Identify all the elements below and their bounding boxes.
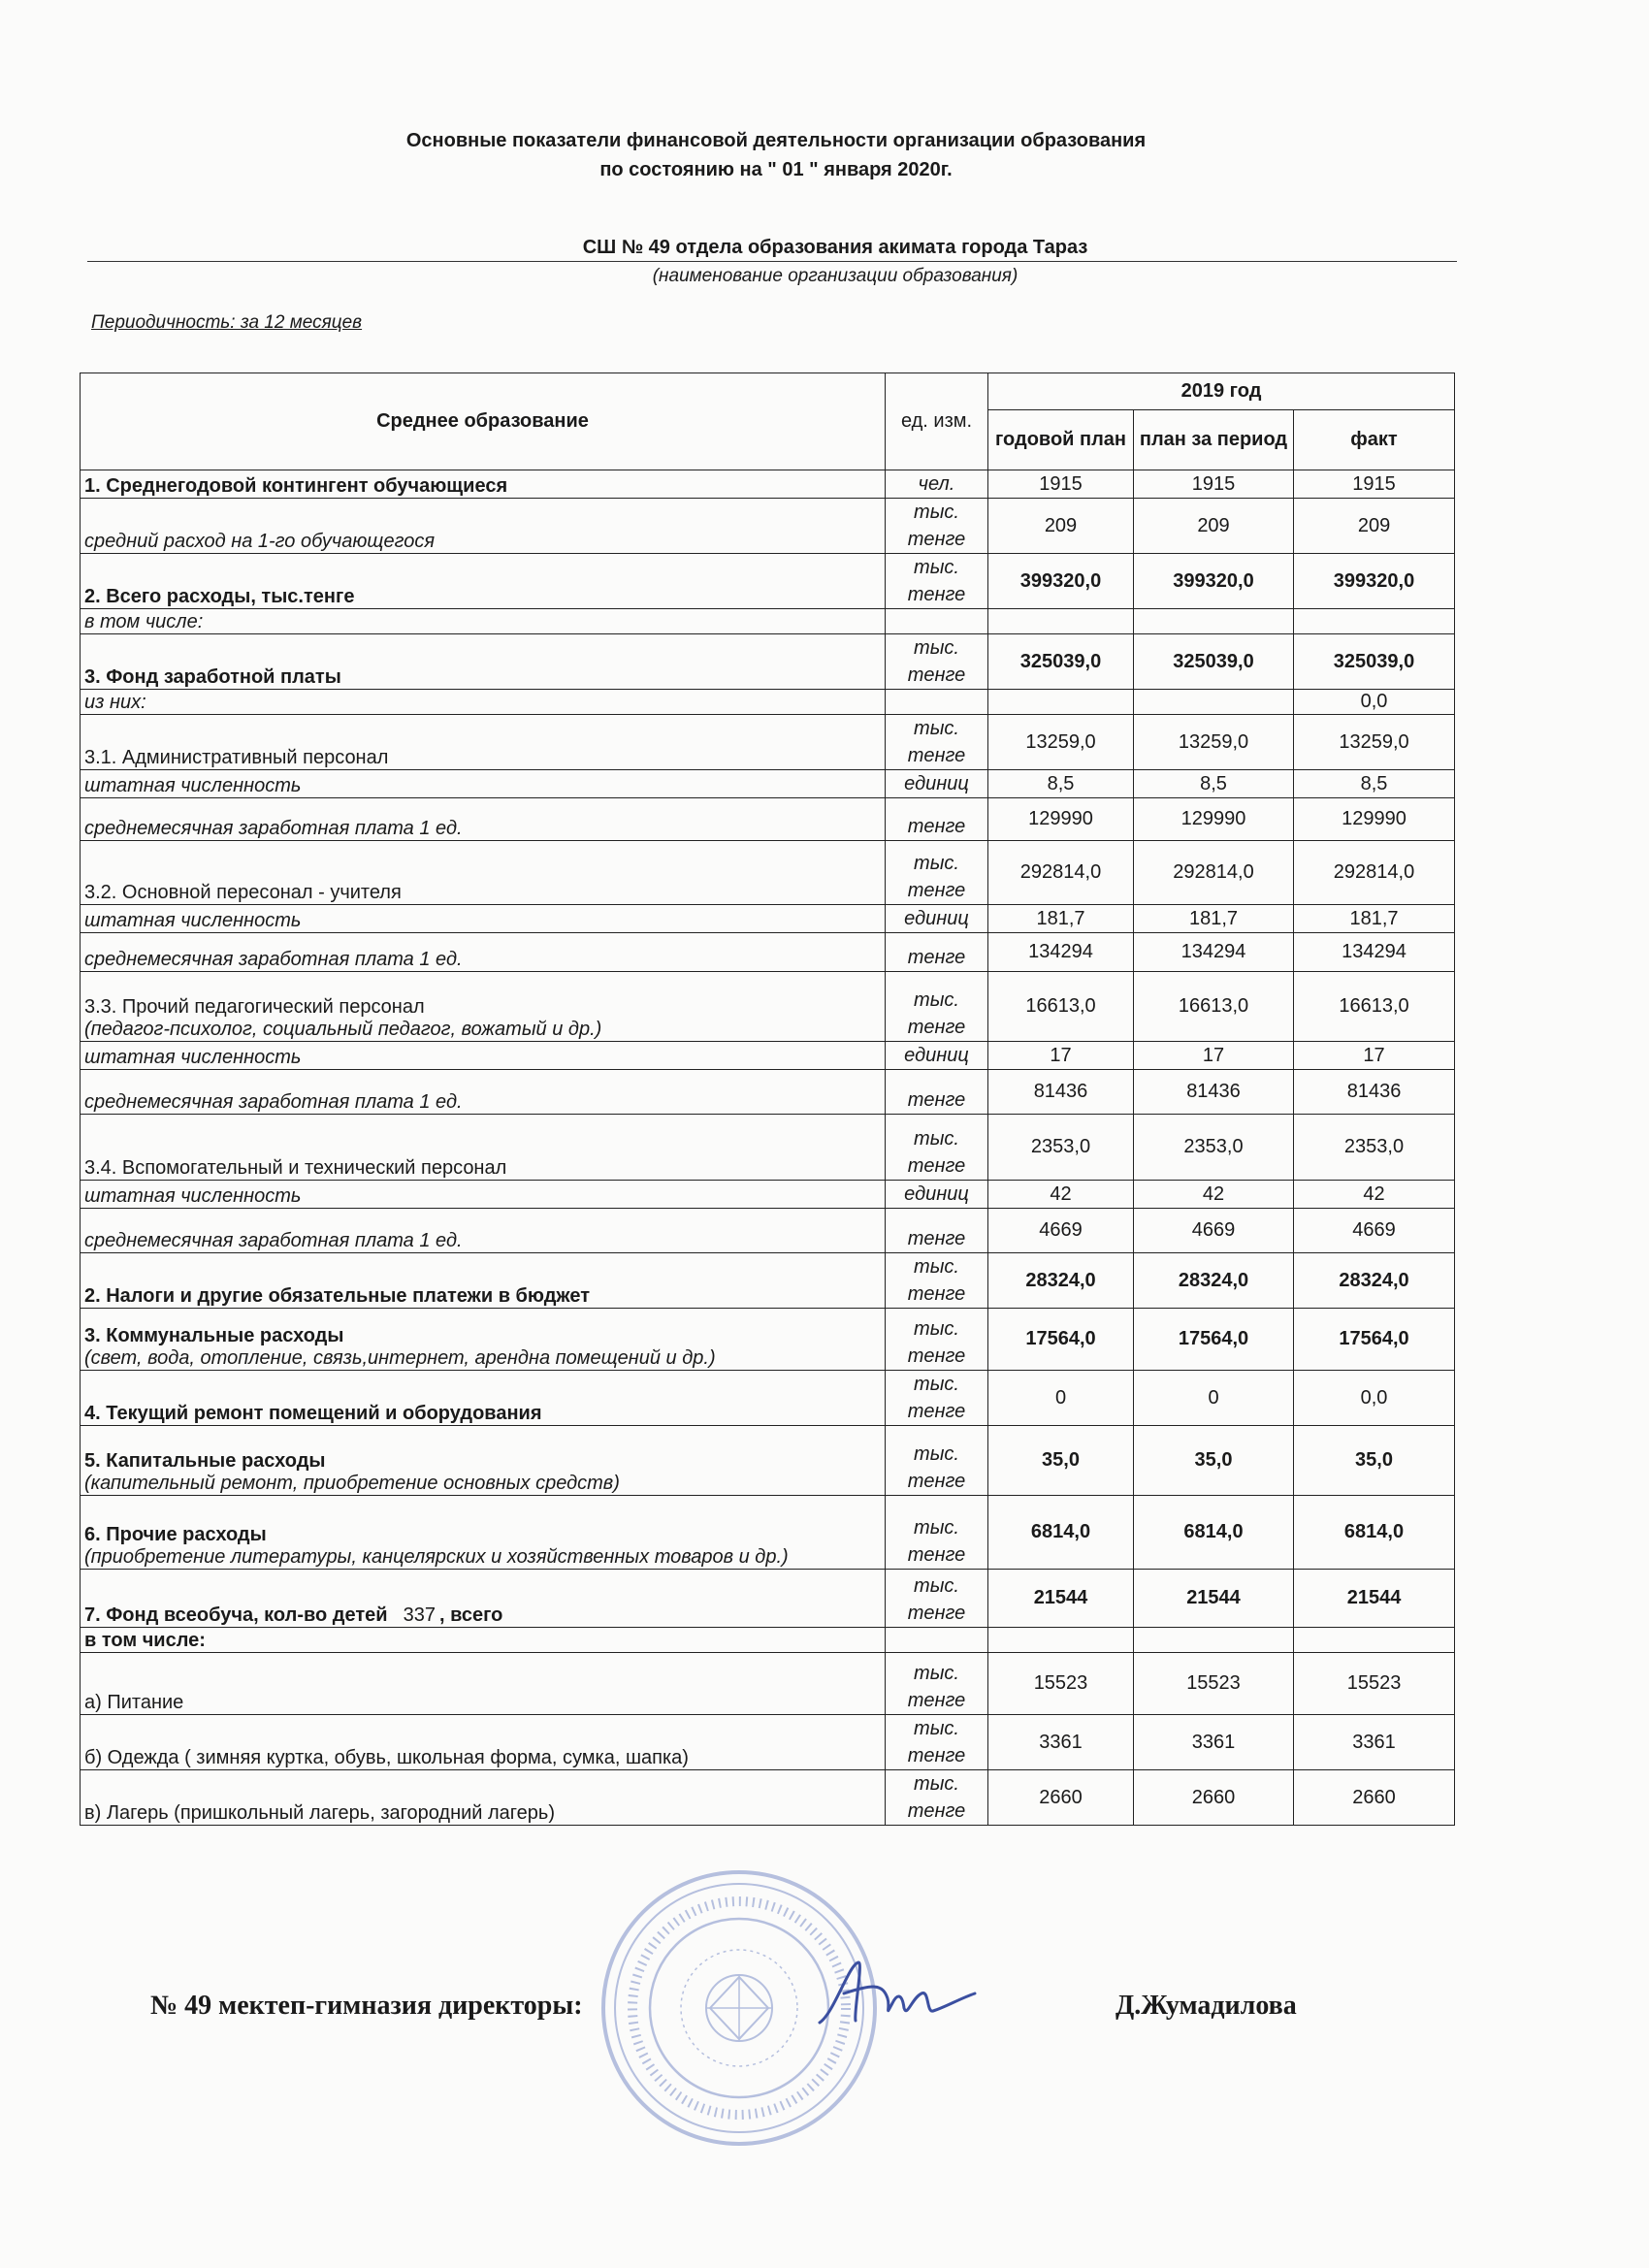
row-unit (886, 609, 988, 634)
cell-plan: 6814,0 (988, 1496, 1134, 1570)
header-year: 2019 год (988, 373, 1455, 410)
row-label-text: 3. Фонд заработной платы (84, 666, 341, 688)
table-row (81, 933, 1455, 972)
cell-period: 0 (1134, 1371, 1294, 1426)
cell-plan: 0 (988, 1371, 1134, 1426)
cell-period: 8,5 (1134, 770, 1294, 798)
cell-fact: 16613,0 (1294, 972, 1455, 1042)
cell-fact: 4669 (1294, 1209, 1455, 1253)
table-row (81, 798, 1455, 841)
row-label (81, 554, 886, 609)
cell-fact: 2353,0 (1294, 1115, 1455, 1181)
header-annual-plan: годовой план (988, 410, 1134, 470)
cell-fact: 399320,0 (1294, 554, 1455, 609)
table-row (81, 1570, 1455, 1628)
cell-fact (1294, 609, 1455, 634)
cell-plan: 134294 (988, 933, 1134, 972)
cell-plan: 325039,0 (988, 634, 1134, 690)
row-label (81, 1770, 886, 1826)
row-label-text: среднемесячная заработная плата 1 ед. (84, 1091, 463, 1113)
row-label-text: 3.3. Прочий педагогический персонал (84, 996, 425, 1018)
row-unit: тыс. тенге (886, 634, 988, 690)
header-fact: факт (1294, 410, 1455, 470)
cell-fact: 1915 (1294, 470, 1455, 499)
cell-plan: 292814,0 (988, 841, 1134, 905)
cell-period: 134294 (1134, 933, 1294, 972)
row-label (81, 798, 886, 841)
row-label (81, 972, 886, 1042)
row-label-note: (приобретение литературы, канцелярских и хозяйственных товаров и др.) (84, 1546, 789, 1568)
table-row (81, 690, 1455, 715)
cell-fact: 0,0 (1294, 690, 1455, 715)
cell-plan: 17 (988, 1042, 1134, 1070)
row-label-note: (свет, вода, отопление, связь,интернет, арендна помещений и др.) (84, 1347, 716, 1369)
row-label (81, 1570, 886, 1628)
cell-period: 2660 (1134, 1770, 1294, 1826)
table-row (81, 1209, 1455, 1253)
table-row (81, 1770, 1455, 1826)
cell-period: 325039,0 (1134, 634, 1294, 690)
row-unit: тыс. тенге (886, 972, 988, 1042)
table-row (81, 770, 1455, 798)
row-label (81, 1070, 886, 1115)
row-label-text: среднемесячная заработная плата 1 ед. (84, 818, 463, 839)
row-label (81, 715, 886, 770)
cell-period: 17 (1134, 1042, 1294, 1070)
row-label (81, 634, 886, 690)
row-unit: тыс. тенге (886, 1371, 988, 1426)
row-unit: тыс. тенге (886, 1309, 988, 1371)
cell-fact: 6814,0 (1294, 1496, 1455, 1570)
cell-period (1134, 609, 1294, 634)
signer-title: № 49 мектеп-гимназия директоры: (150, 1991, 583, 2021)
row-label-text: 2. Налоги и другие обязательные платежи в бюджет (84, 1285, 590, 1307)
row-label-text: штатная численность (84, 910, 302, 931)
row-label (81, 470, 886, 499)
cell-fact: 2660 (1294, 1770, 1455, 1826)
table-row (81, 609, 1455, 634)
row-label-text: среднемесячная заработная плата 1 ед. (84, 1230, 463, 1251)
row-unit: тыс. тенге (886, 1770, 988, 1826)
table-row (81, 905, 1455, 933)
signer-name: Д.Жумадилова (1116, 1991, 1297, 2021)
table-row (81, 634, 1455, 690)
cell-period: 209 (1134, 499, 1294, 554)
table-row (81, 715, 1455, 770)
row-unit: чел. (886, 470, 988, 499)
table-row (81, 1042, 1455, 1070)
row-unit: тыс. тенге (886, 1653, 988, 1715)
row-label (81, 1371, 886, 1426)
cell-period (1134, 1628, 1294, 1653)
periodicity: Периодичность: за 12 месяцев (91, 312, 363, 333)
row-label (81, 1653, 886, 1715)
table-row (81, 1426, 1455, 1496)
financial-indicators-table (80, 373, 1455, 1826)
cell-period: 42 (1134, 1181, 1294, 1209)
cell-period: 1915 (1134, 470, 1294, 499)
cell-plan (988, 1628, 1134, 1653)
cell-plan: 13259,0 (988, 715, 1134, 770)
row-unit (886, 1628, 988, 1653)
row-unit: тенге (886, 933, 988, 972)
row-label-text: 1. Среднегодовой контингент обучающиеся (84, 475, 508, 497)
table-row (81, 1181, 1455, 1209)
row-unit: тыс. тенге (886, 1715, 988, 1770)
table-row (81, 1253, 1455, 1309)
cell-period: 15523 (1134, 1653, 1294, 1715)
title-line-1: Основные показатели финансовой деятельности организации образования (405, 130, 1147, 151)
cell-plan: 2353,0 (988, 1115, 1134, 1181)
row-label-text: в том числе: (84, 1630, 206, 1651)
cell-plan: 2660 (988, 1770, 1134, 1826)
row-label-text: а) Питание (84, 1692, 184, 1713)
row-label-tail: , всего (438, 1604, 503, 1626)
cell-period: 6814,0 (1134, 1496, 1294, 1570)
document-title (0, 126, 1552, 184)
row-unit: тыс. тенге (886, 554, 988, 609)
cell-plan: 17564,0 (988, 1309, 1134, 1371)
cell-fact: 17564,0 (1294, 1309, 1455, 1371)
cell-plan: 129990 (988, 798, 1134, 841)
row-label-text: средний расход на 1-го обучающегося (84, 531, 436, 552)
table-row (81, 1371, 1455, 1426)
children-count: 337 (403, 1604, 436, 1626)
row-label (81, 933, 886, 972)
cell-plan: 35,0 (988, 1426, 1134, 1496)
row-label-text: 4. Текущий ремонт помещений и оборудования (84, 1403, 542, 1424)
cell-fact: 292814,0 (1294, 841, 1455, 905)
cell-plan: 399320,0 (988, 554, 1134, 609)
cell-period: 17564,0 (1134, 1309, 1294, 1371)
table-row (81, 1115, 1455, 1181)
row-label-text: 5. Капитальные расходы (84, 1450, 326, 1472)
cell-fact: 129990 (1294, 798, 1455, 841)
row-label-text: 3.1. Административный персонал (84, 747, 389, 768)
row-label-text: б) Одежда ( зимняя куртка, обувь, школьная форма, сумка, шапка) (84, 1747, 689, 1768)
row-unit: тыс. тенге (886, 1496, 988, 1570)
table-row (81, 1653, 1455, 1715)
row-label-text: в том числе: (84, 611, 204, 632)
table-row (81, 499, 1455, 554)
cell-plan: 181,7 (988, 905, 1134, 933)
table-row (81, 1628, 1455, 1653)
table-row (81, 554, 1455, 609)
cell-fact (1294, 1628, 1455, 1653)
header-period-plan: план за период (1134, 410, 1294, 470)
cell-plan: 42 (988, 1181, 1134, 1209)
cell-period: 13259,0 (1134, 715, 1294, 770)
cell-fact: 42 (1294, 1181, 1455, 1209)
row-label-text: 3.4. Вспомогательный и технический персонал (84, 1157, 507, 1179)
cell-period: 181,7 (1134, 905, 1294, 933)
table-row (81, 1715, 1455, 1770)
table-body (81, 470, 1455, 1826)
row-label-text: 7. Фонд всеобуча, кол-во детей (84, 1604, 388, 1626)
row-label (81, 1042, 886, 1070)
table-row (81, 1070, 1455, 1115)
cell-plan: 21544 (988, 1570, 1134, 1628)
row-unit: тыс. тенге (886, 1253, 988, 1309)
organization-caption: (наименование организации образования) (652, 266, 1018, 286)
row-label (81, 1115, 886, 1181)
cell-period: 4669 (1134, 1209, 1294, 1253)
cell-fact: 28324,0 (1294, 1253, 1455, 1309)
cell-fact: 325039,0 (1294, 634, 1455, 690)
header-unit: ед. изм. (886, 373, 988, 470)
row-label-note: (капительный ремонт, приобретение основных средств) (84, 1473, 620, 1494)
header-section: Среднее образование (81, 373, 886, 470)
row-label-text: среднемесячная заработная плата 1 ед. (84, 949, 463, 970)
row-label-text: 3. Коммунальные расходы (84, 1325, 344, 1346)
cell-plan: 4669 (988, 1209, 1134, 1253)
cell-fact: 17 (1294, 1042, 1455, 1070)
title-line-2: по состоянию на " 01 " января 2020г. (599, 159, 953, 180)
cell-plan: 16613,0 (988, 972, 1134, 1042)
handwritten-signature (815, 1955, 980, 2032)
row-unit: единиц (886, 1042, 988, 1070)
row-label (81, 905, 886, 933)
row-label-text: штатная численность (84, 1047, 302, 1068)
cell-period: 129990 (1134, 798, 1294, 841)
cell-plan: 3361 (988, 1715, 1134, 1770)
row-unit: тыс. тенге (886, 1115, 988, 1181)
cell-fact: 21544 (1294, 1570, 1455, 1628)
row-unit: тенге (886, 798, 988, 841)
cell-fact: 209 (1294, 499, 1455, 554)
row-unit: тенге (886, 1070, 988, 1115)
cell-fact: 8,5 (1294, 770, 1455, 798)
row-label (81, 1209, 886, 1253)
row-label-text: 3.2. Основной пересонал - учителя (84, 882, 402, 903)
row-label (81, 690, 886, 715)
cell-period (1134, 690, 1294, 715)
cell-period: 21544 (1134, 1570, 1294, 1628)
organization-name: СШ № 49 отдела образования акимата города Тараз (87, 234, 1457, 262)
cell-period: 28324,0 (1134, 1253, 1294, 1309)
row-unit: единиц (886, 905, 988, 933)
row-label (81, 499, 886, 554)
cell-period: 3361 (1134, 1715, 1294, 1770)
row-label-note: (педагог-психолог, социальный педагог, вожатый и др.) (84, 1019, 602, 1040)
cell-fact: 181,7 (1294, 905, 1455, 933)
row-label-text: в) Лагерь (пришкольный лагерь, загородний лагерь) (84, 1802, 555, 1824)
row-unit: единиц (886, 770, 988, 798)
cell-plan: 15523 (988, 1653, 1134, 1715)
row-label (81, 841, 886, 905)
cell-plan: 28324,0 (988, 1253, 1134, 1309)
cell-period: 292814,0 (1134, 841, 1294, 905)
cell-plan: 8,5 (988, 770, 1134, 798)
row-label-text: штатная численность (84, 1185, 302, 1207)
cell-period: 35,0 (1134, 1426, 1294, 1496)
row-label (81, 1715, 886, 1770)
table-row (81, 1309, 1455, 1371)
cell-fact: 13259,0 (1294, 715, 1455, 770)
table-row (81, 1496, 1455, 1570)
cell-plan (988, 609, 1134, 634)
cell-fact: 0,0 (1294, 1371, 1455, 1426)
cell-plan: 1915 (988, 470, 1134, 499)
row-unit: тыс. тенге (886, 499, 988, 554)
row-unit: тыс. тенге (886, 715, 988, 770)
cell-plan: 81436 (988, 1070, 1134, 1115)
cell-plan: 209 (988, 499, 1134, 554)
row-label (81, 1426, 886, 1496)
cell-plan (988, 690, 1134, 715)
cell-fact: 3361 (1294, 1715, 1455, 1770)
row-unit: тенге (886, 1209, 988, 1253)
row-label-text: из них: (84, 692, 146, 713)
table-row (81, 841, 1455, 905)
cell-fact: 81436 (1294, 1070, 1455, 1115)
table-row (81, 470, 1455, 499)
cell-fact: 15523 (1294, 1653, 1455, 1715)
row-label (81, 1253, 886, 1309)
row-unit: тыс. тенге (886, 841, 988, 905)
row-unit (886, 690, 988, 715)
cell-fact: 134294 (1294, 933, 1455, 972)
row-unit: тыс. тенге (886, 1426, 988, 1496)
cell-fact: 35,0 (1294, 1426, 1455, 1496)
row-unit: единиц (886, 1181, 988, 1209)
cell-period: 399320,0 (1134, 554, 1294, 609)
row-label (81, 1628, 886, 1653)
row-label-text: штатная численность (84, 775, 302, 796)
table-row (81, 972, 1455, 1042)
row-label-text: 6. Прочие расходы (84, 1524, 267, 1545)
cell-period: 16613,0 (1134, 972, 1294, 1042)
row-unit: тыс. тенге (886, 1570, 988, 1628)
row-label (81, 1309, 886, 1371)
row-label (81, 1181, 886, 1209)
cell-period: 2353,0 (1134, 1115, 1294, 1181)
row-label (81, 609, 886, 634)
row-label (81, 770, 886, 798)
cell-period: 81436 (1134, 1070, 1294, 1115)
row-label-text: 2. Всего расходы, тыс.тенге (84, 586, 355, 607)
row-label (81, 1496, 886, 1570)
